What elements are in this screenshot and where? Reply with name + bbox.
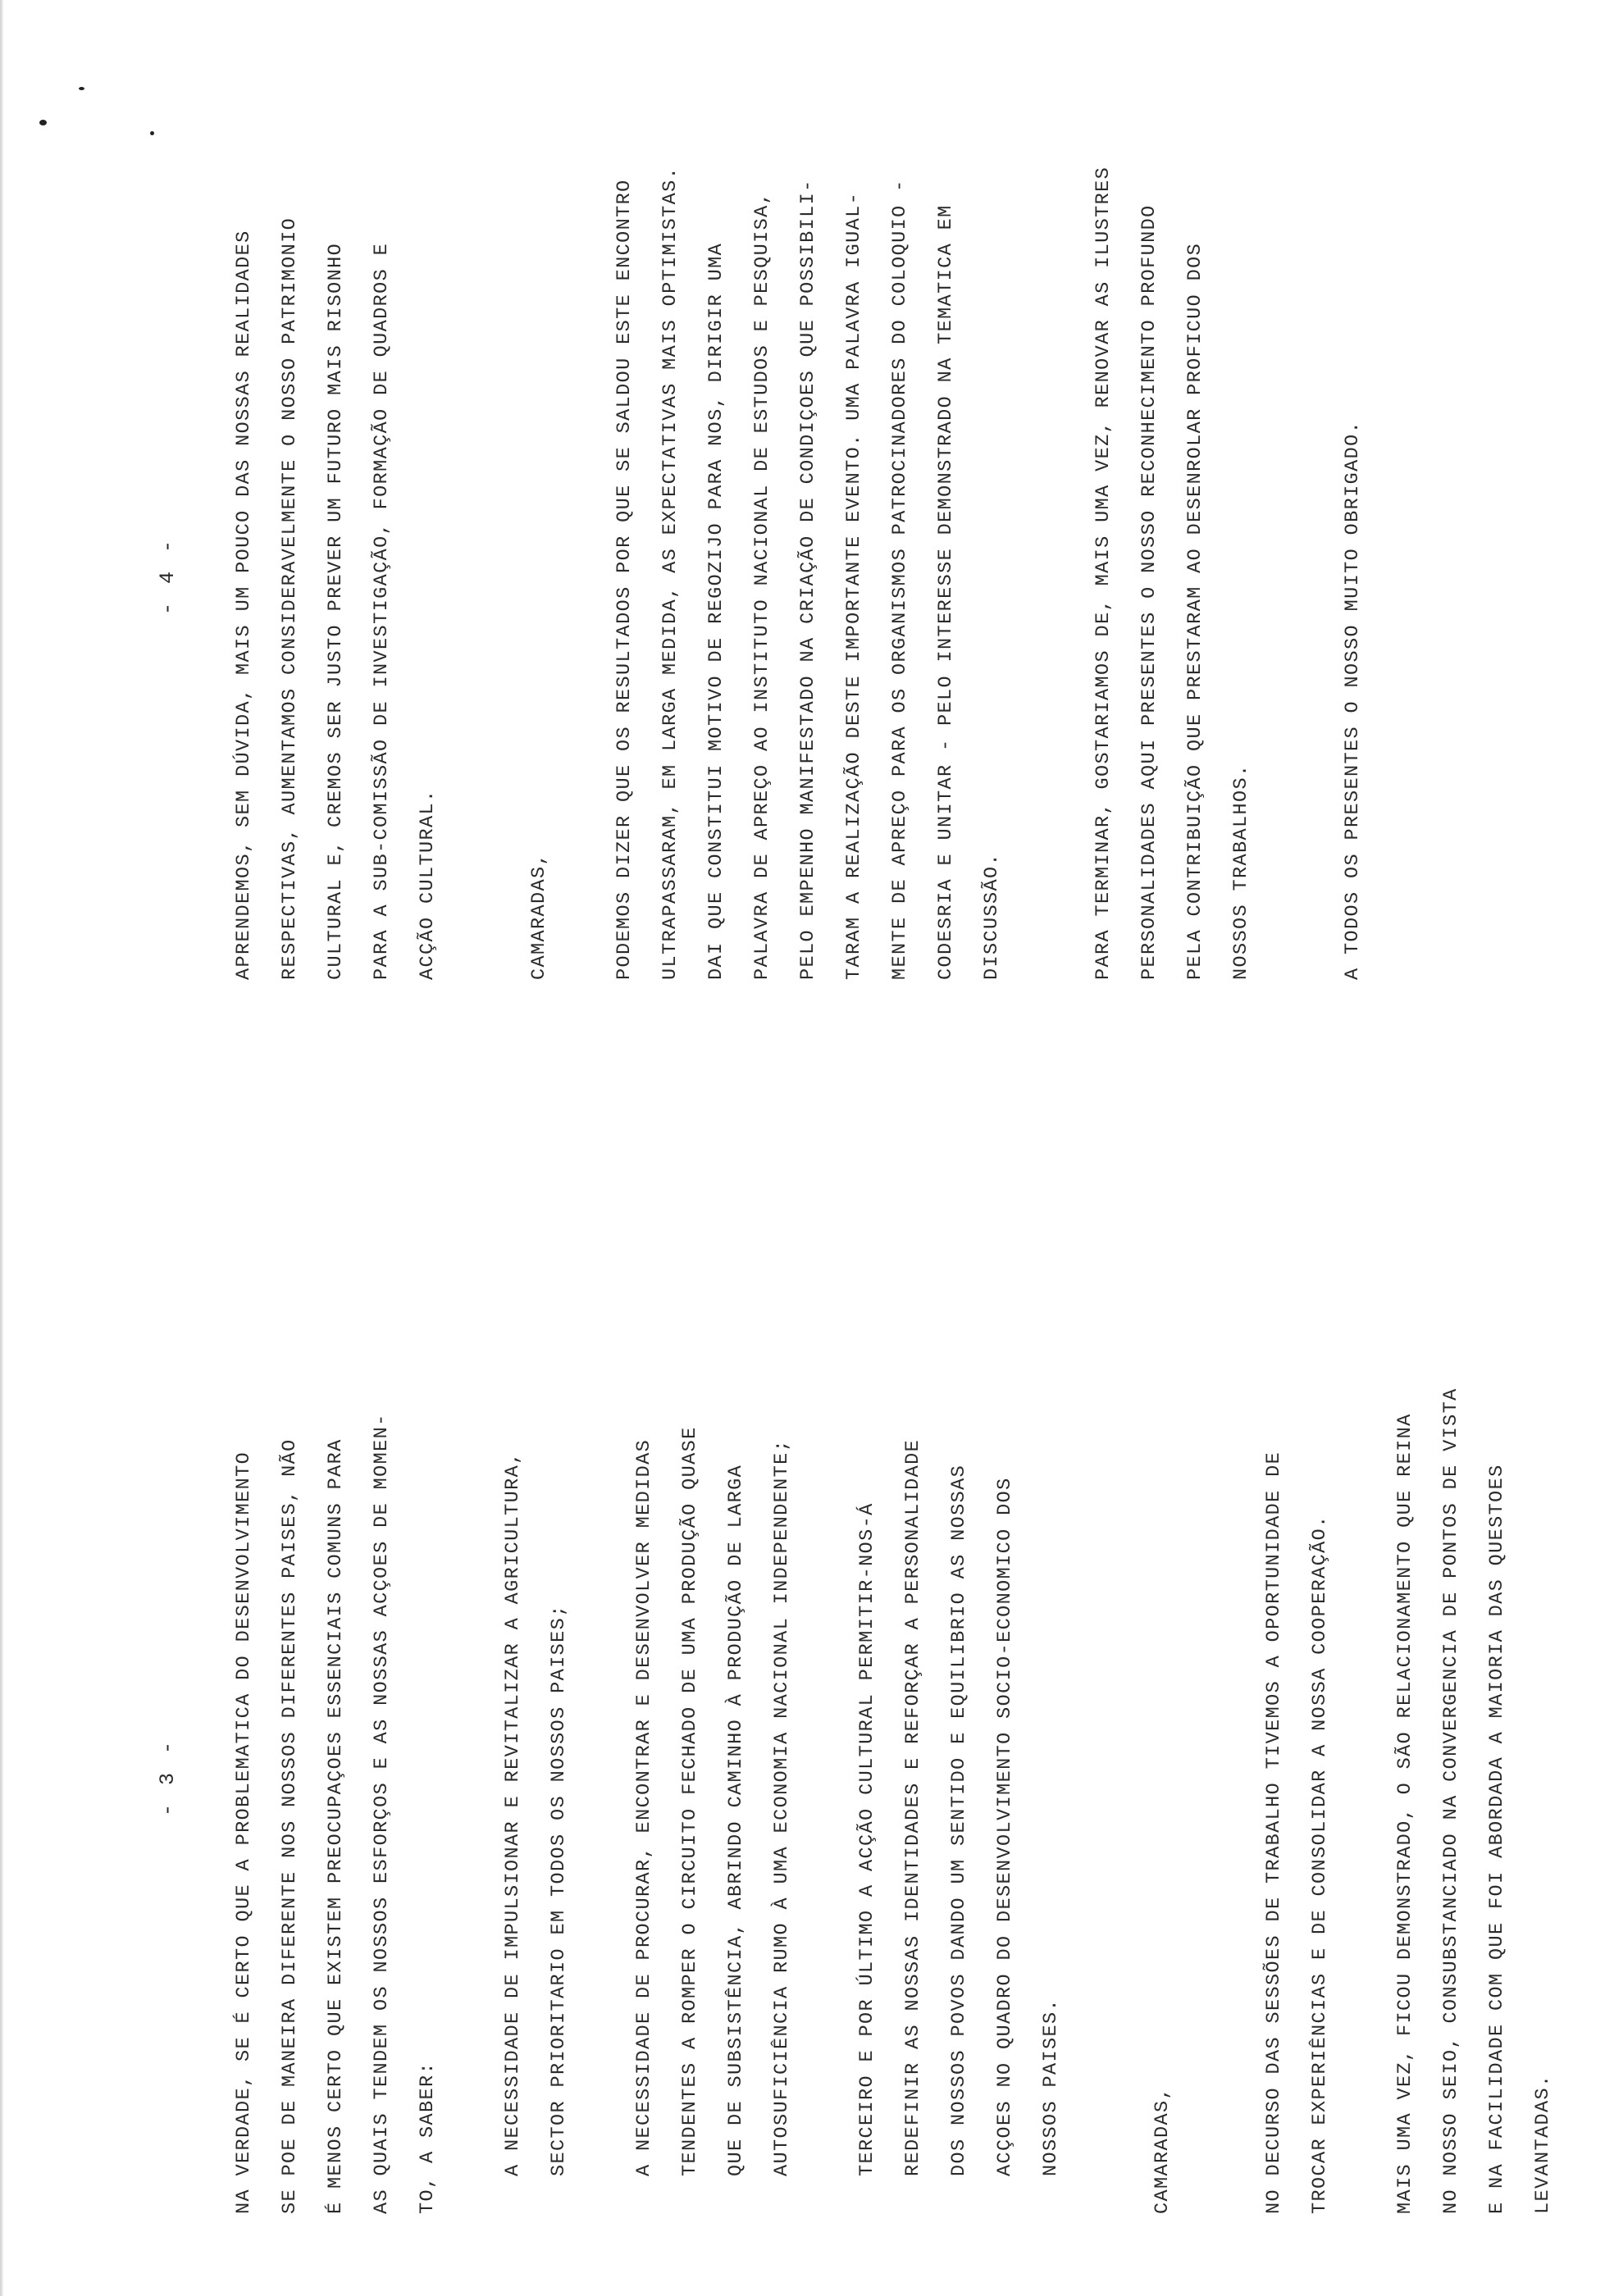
text-line: ACÇÃO CULTURAL. [417, 789, 439, 980]
paragraph [490, 1387, 582, 2214]
text-line: NO DECURSO DAS SESSÕES DE TRABALHO TIVEMOS A OPORTUNIDADE DE [1263, 1451, 1285, 2214]
text-line: TO, A SABER: [417, 2061, 439, 2214]
spacer [1015, 166, 1081, 980]
text-line: SECTOR PRIORITARIO EM TODOS OS NOSSOS PAISES; [548, 1604, 570, 2176]
paragraph [845, 1387, 1074, 2214]
salutation: CAMARADAS, [1151, 2086, 1174, 2214]
paragraph [1081, 166, 1265, 980]
text-line: A NECESSIDADE DE IMPULSIONAR E REVITALIZAR A AGRICULTURA, [502, 1451, 524, 2176]
text-line: É MENOS CERTO QUE EXISTEM PREOCUPAÇOES ESSENCIAIS COMUNS PARA [325, 1438, 347, 2214]
spacer [563, 166, 602, 980]
paragraph [1383, 1387, 1566, 2214]
spacer [451, 166, 517, 980]
text-line: DISCUSSÃO. [981, 852, 1003, 980]
text-line: PALAVRA DE APREÇO AO INSTITUTO NACIONAL DE ESTUDOS E PESQUISA, [751, 191, 773, 980]
text-line: SE POE DE MANEIRA DIFERENTE NOS NOSSOS DIFERENTES PAISES, NÃO [279, 1438, 301, 2214]
spacer [1265, 166, 1330, 980]
text-line: MAIS UMA VEZ, FICOU DEMONSTRADO, O SÃO RELACIONAMENTO QUE REINA [1394, 1413, 1416, 2214]
paragraph [602, 166, 1015, 980]
text-line: NOSSOS TRABALHOS. [1230, 763, 1252, 980]
spacer [1186, 1387, 1252, 2214]
text-line: NOSSOS PAISES. [1040, 1998, 1062, 2176]
closing-line: A TODOS OS PRESENTES O NOSSO MUITO OBRIGADO. [1342, 420, 1364, 980]
text-line: PERSONALIDADES AQUI PRESENTES O NOSSO RECONHECIMENTO PROFUNDO [1138, 204, 1160, 980]
text-line: DAI QUE CONSTITUI MOTIVO DE REGOZIJO PARA NOS, DIRIGIR UMA [705, 242, 727, 980]
spacer [1343, 1387, 1383, 2214]
spacer [582, 1387, 622, 2214]
text-line: PARA A SUB-COMISSÃO DE INVESTIGAÇÃO, FORMAÇÃO DE QUADROS E [371, 242, 393, 980]
text-line: A NECESSIDADE DE PROCURAR, ENCONTRAR E DESENVOLVER MEDIDAS [633, 1438, 655, 2176]
page-4-column [221, 166, 1376, 980]
paragraph [622, 1387, 805, 2214]
salutation: CAMARADAS, [528, 852, 550, 980]
text-line: QUE DE SUBSISTÊNCIA, ABRINDO CAMINHO À PRODUÇÃO DE LARGA [725, 1464, 747, 2176]
page-number-3: - 3 - [156, 1738, 180, 1816]
text-line: TERCEIRO E POR ÚLTIMO A ACÇÃO CULTURAL PERMITIR-NOS-Á [856, 1502, 878, 2176]
text-line: DOS NOSSOS POVOS DANDO UM SENTIDO E EQUILIBRIO AS NOSSAS [948, 1464, 970, 2176]
spacer [451, 1387, 490, 2214]
text-line: TENDENTES A ROMPER O CIRCUITO FECHADO DE UMA PRODUÇÃO QUASE [679, 1426, 701, 2176]
text-line: PARA TERMINAR, GOSTARIAMOS DE, MAIS UMA VEZ, RENOVAR AS ILUSTRES [1092, 166, 1115, 980]
text-line: PODEMOS DIZER QUE OS RESULTADOS POR QUE SE SALDOU ESTE ENCONTRO [613, 179, 636, 980]
text-line: CULTURAL E, CREMOS SER JUSTO PREVER UM FUTURO MAIS RISONHO [325, 242, 347, 980]
paragraph [221, 1387, 451, 2214]
page-number-4: - 4 - [156, 536, 180, 615]
text-line: PELO EMPENHO MANIFESTADO NA CRIAÇÃO DE CONDIÇOES QUE POSSIBILI- [797, 179, 819, 980]
text-line: ULTRAPASSARAM, EM LARGA MEDIDA, AS EXPECTATIVAS MAIS OPTIMISTAS. [659, 166, 682, 980]
text-line: CODESRIA E UNITAR - PELO INTERESSE DEMONSTRADO NA TEMATICA EM [935, 204, 957, 980]
spacer [805, 1387, 845, 2214]
text-line: RESPECTIVAS, AUMENTAMOS CONSIDERAVELMENTE O NOSSO PATRIMONIO [279, 216, 301, 980]
text-line: MENTE DE APREÇO PARA OS ORGANISMOS PATROCINADORES DO COLOQUIO - [889, 179, 911, 980]
text-line: APRENDEMOS, SEM DÚVIDA, MAIS UM POUCO DAS NOSSAS REALIDADES [233, 230, 255, 980]
text-line: E NA FACILIDADE COM QUE FOI ABORDADA A MAIORIA DAS QUESTOES [1486, 1464, 1508, 2214]
text-line: ACÇOES NO QUADRO DO DESENVOLVIMENTO SOCIO-ECONOMICO DOS [994, 1477, 1016, 2176]
text-line: TROCAR EXPERIÊNCIAS E DE CONSOLIDAR A NOSSA COOPERAÇÃO. [1309, 1515, 1331, 2214]
paragraph [221, 166, 451, 980]
text-line: NO NOSSO SEIO, CONSUBSTANCIADO NA CONVERGENCIA DE PONTOS DE VISTA [1440, 1387, 1462, 2214]
text-line: PELA CONTRIBUIÇÃO QUE PRESTARAM AO DESENROLAR PROFICUO DOS [1184, 242, 1206, 980]
spacer [1074, 1387, 1140, 2214]
text-line: AUTOSUFICIÊNCIA RUMO À UMA ECONOMIA NACIONAL INDEPENDENTE; [771, 1438, 793, 2176]
paragraph [1252, 1387, 1343, 2214]
text-line: AS QUAIS TENDEM OS NOSSOS ESFORÇOS E AS NOSSAS ACÇOES DE MOMEN- [371, 1413, 393, 2214]
text-line: NA VERDADE, SE É CERTO QUE A PROBLEMATICA DO DESENVOLVIMENTO [233, 1451, 255, 2214]
text-line: LEVANTADAS. [1532, 2074, 1554, 2214]
text-line: TARAM A REALIZAÇÃO DESTE IMPORTANTE EVENTO. UMA PALAVRA IGUAL- [843, 191, 865, 980]
text-line: REDEFINIR AS NOSSAS IDENTIDADES E REFORÇAR A PERSONALIDADE [902, 1438, 924, 2176]
page-3-column [221, 1387, 1566, 2214]
